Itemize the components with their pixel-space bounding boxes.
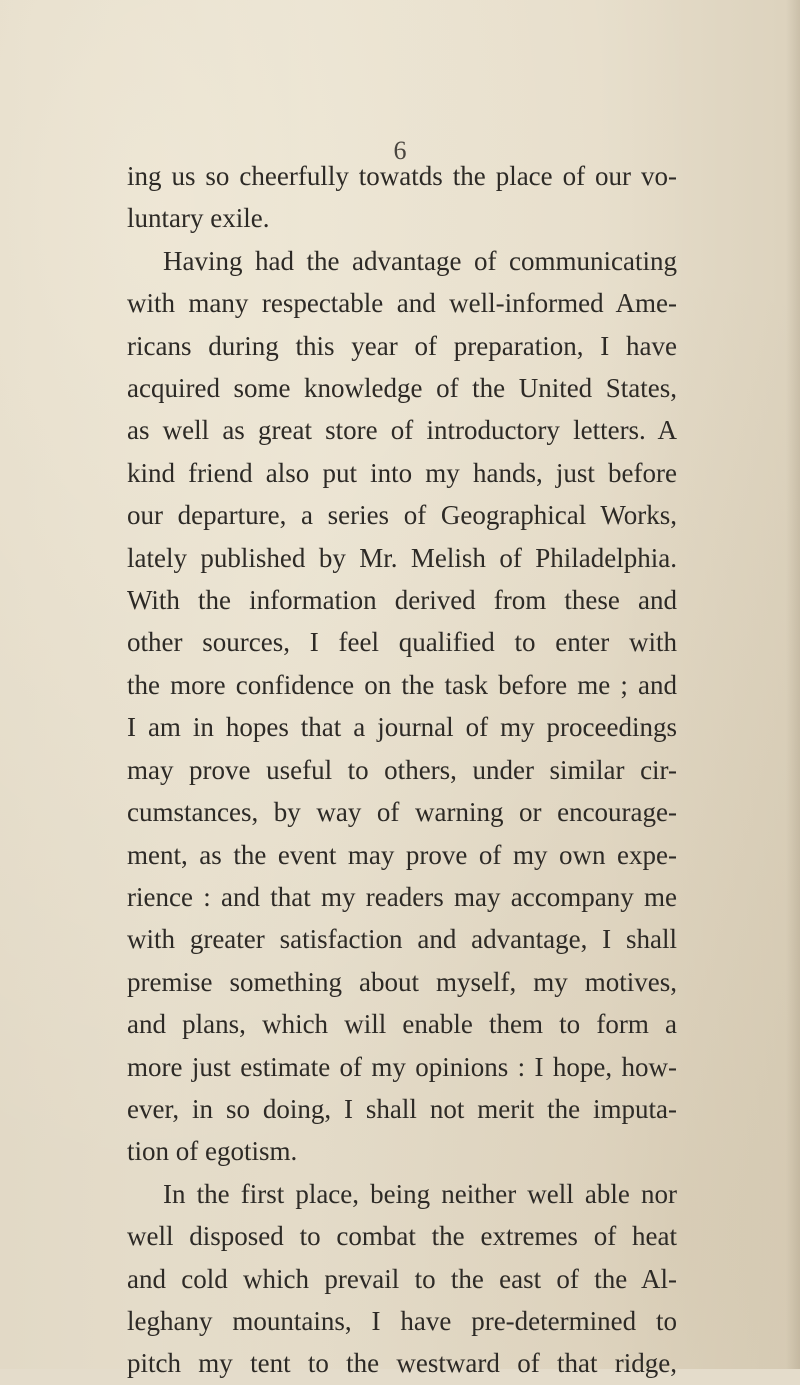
text-line: more just estimate of my opinions : I hope, how- (127, 1051, 677, 1082)
text-line: kind friend also put into my hands, just before (127, 457, 677, 488)
text-line: lately published by Mr. Melish of Philadelphia. (127, 542, 677, 573)
text-line: and cold which prevail to the east of the Al- (127, 1263, 677, 1294)
text-line: ment, as the event may prove of my own expe- (127, 839, 677, 870)
text-line: other sources, I feel qualified to enter with (127, 627, 677, 658)
text-line: with greater satisfaction and advantage, I shall (127, 924, 677, 955)
text-line: luntary exile. (127, 203, 270, 234)
text-line: and plans, which will enable them to form a (127, 1009, 677, 1040)
text-line: pitch my tent to the westward of that ridge, (127, 1348, 677, 1379)
text-line: tion of egotism. (127, 1136, 298, 1167)
text-line: the more confidence on the task before me ; and (127, 669, 677, 700)
text-line: ever, in so doing, I shall not merit the imputa- (127, 1093, 677, 1124)
text-line: rience : and that my readers may accompany me (127, 881, 677, 912)
page-edge-shadow (786, 0, 800, 1369)
text-line: premise something about myself, my motives, (127, 966, 677, 997)
text-line: with many respectable and well-informed Ame- (127, 288, 677, 319)
text-line: cumstances, by way of warning or encourage- (127, 797, 677, 828)
text-line: In the first place, being neither well able nor (163, 1178, 677, 1209)
text-line: I am in hopes that a journal of my proceedings (127, 712, 677, 743)
page-number: 6 (393, 136, 407, 165)
text-line: acquired some knowledge of the United States, (127, 373, 677, 404)
text-line: leghany mountains, I have pre-determined to (127, 1305, 677, 1336)
text-line: ricans during this year of preparation, I have (127, 330, 677, 361)
text-line: may prove useful to others, under similar cir- (127, 754, 677, 785)
text-line: ing us so cheerfully towatds the place of our vo- (127, 161, 677, 191)
text-line: With the information derived from these and (127, 585, 677, 616)
text-line: our departure, a series of Geographical Works, (127, 500, 677, 531)
text-line: as well as great store of introductory letters. A (127, 415, 677, 446)
body-text (127, 155, 677, 1385)
text-line: well disposed to combat the extremes of heat (127, 1221, 677, 1252)
text-line: Having had the advantage of communicating (163, 245, 677, 276)
